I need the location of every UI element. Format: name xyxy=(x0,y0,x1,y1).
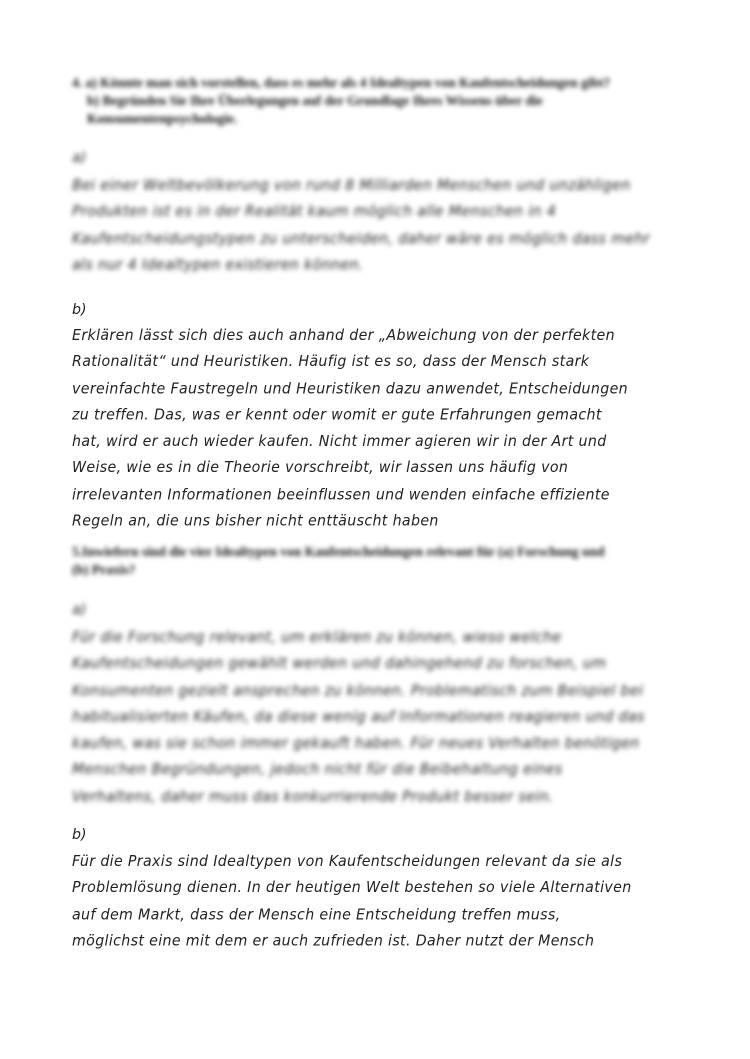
question-4-line: Konsumentenpsychologie. xyxy=(87,111,238,126)
answer-line: Bei einer Weltbevölkerung von rund 8 Milliarden Menschen und unzähligen xyxy=(72,177,631,194)
answer-4a-text xyxy=(72,173,717,279)
answer-line: Kaufentscheidungstypen zu unterscheiden, daher wäre es möglich dass mehr xyxy=(72,230,650,248)
answer-line: Konsumenten gezielt ansprechen zu können. Problematisch zum Beispiel bei xyxy=(72,682,644,700)
question-5-line: (b) Praxis? xyxy=(72,562,136,577)
answer-line: Regeln an, die uns bisher nicht enttäuscht haben xyxy=(72,513,439,530)
answer-line: Verhaltens, daher muss das konkurrierende Produkt besser sein. xyxy=(72,788,554,806)
answer-line: vereinfachte Faustregeln und Heuristiken dazu anwendet, Entscheidungen xyxy=(72,380,629,398)
answer-4b-text xyxy=(72,323,717,535)
answer-5a-text xyxy=(72,625,717,811)
answer-line: Für die Praxis sind Idealtypen von Kaufentscheidungen relevant da sie als xyxy=(72,853,623,870)
answer-line: kaufen, was sie schon immer gekauft haben. Für neues Verhalten benötigen xyxy=(72,735,640,753)
question-5-heading xyxy=(72,543,702,579)
question-5-line: 5.Inwiefern sind die vier Idealtypen von Kaufentscheidungen relevant für (a) Forschung und xyxy=(72,544,605,559)
question-4-line: 4. a) Könnte man sich vorstellen, dass es mehr als 4 Idealtypen von Kaufentscheidungen gibt? xyxy=(72,75,611,90)
answer-line: möglichst eine mit dem er auch zufrieden ist. Daher nutzt der Mensch xyxy=(72,932,595,950)
answer-5b-label: b) xyxy=(72,827,87,843)
question-4-line: b) Begründen Sie Ihre Überlegungen auf der Grundlage Ihres Wissens über die xyxy=(87,93,543,108)
answer-line: Für die Forschung relevant, um erklären zu können, wieso welche xyxy=(72,629,562,646)
answer-line: Menschen Begründungen, jedoch nicht für die Beibehaltung eines xyxy=(72,762,563,779)
answer-line: Erklären lässt sich dies auch anhand der „Abweichung von der perfekten xyxy=(72,327,615,344)
answer-line: zu treffen. Das, was er kennt oder womit er gute Erfahrungen gemacht xyxy=(72,406,602,424)
answer-line: hat, wird er auch wieder kaufen. Nicht immer agieren wir in der Art und xyxy=(72,433,607,451)
answer-5a-label: a) xyxy=(72,602,87,618)
answer-line: als nur 4 Idealtypen existieren können. xyxy=(72,256,364,274)
answer-5b-text xyxy=(72,849,717,955)
answer-line: habitualisierten Käufen, da diese wenig auf Informationen reagieren und das xyxy=(72,708,645,726)
answer-line: Kaufentscheidungen gewählt werden und dahingehend zu forschen, um xyxy=(72,655,607,673)
answer-line: Rationalität“ und Heuristiken. Häufig ist es so, dass der Mensch stark xyxy=(72,353,590,371)
answer-line: Problemlösung dienen. In der heutigen Welt bestehen so viele Alternativen xyxy=(72,879,632,897)
answer-line: Weise, wie es in die Theorie vorschreibt, wir lassen uns häufig von xyxy=(72,460,569,477)
question-4-heading xyxy=(72,74,702,128)
answer-line: auf dem Markt, dass der Mensch eine Entscheidung treffen muss, xyxy=(72,906,561,924)
answer-line: irrelevanten Informationen beeinflussen und wenden einfache effiziente xyxy=(72,486,610,504)
answer-4a-label: a) xyxy=(72,150,87,166)
answer-line: Produkten ist es in der Realität kaum möglich alle Menschen in 4 xyxy=(72,203,557,221)
answer-4b-label: b) xyxy=(72,302,87,318)
